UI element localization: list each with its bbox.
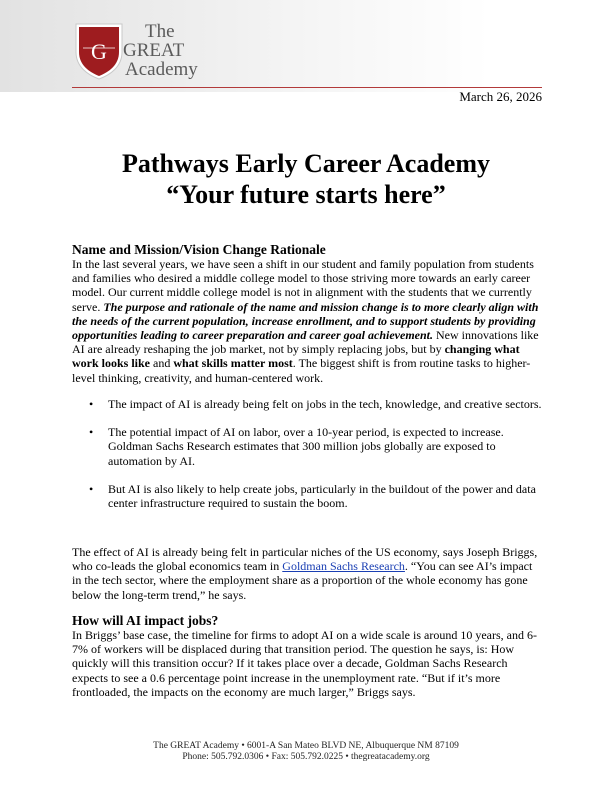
- section-heading-rationale: Name and Mission/Vision Change Rationale: [72, 242, 326, 257]
- document-tagline: “Your future starts here”: [166, 180, 446, 209]
- bullet-text: The potential impact of AI on labor, over a 10-year period, is expected to increase. Goldman Sachs Research estimates that 300 million jobs globally are exposed to automation by AI.: [108, 425, 504, 468]
- rationale-text: In the last several years, we have seen a shift in our student and family population from students and families who desired a middle college model to those striving more towards an early career model. Our current middle college model is not in alignment with the students that we currently serve.: [72, 257, 534, 314]
- bullet-text: The impact of AI is already being felt on jobs in the tech, knowledge, and creative sectors.: [108, 397, 542, 411]
- goldman-sachs-research-link[interactable]: Goldman Sachs Research: [282, 559, 405, 574]
- bullet-icon: •: [89, 481, 94, 496]
- list-item: [72, 482, 542, 510]
- section-rationale: [72, 242, 542, 385]
- brand-line-great: GREAT: [123, 40, 185, 61]
- ai-impact-bullets: [72, 397, 542, 524]
- rationale-continuation: New innovations like AI are already reshaping the job market, not by simply replacing jobs, but by: [72, 328, 539, 357]
- bullet-icon: •: [89, 397, 94, 411]
- rationale-bold-work: changing what work looks like: [72, 342, 520, 371]
- document-title: Pathways Early Career Academy: [121, 149, 491, 178]
- brand-line-the: The: [145, 21, 175, 42]
- rationale-end: . The biggest shift is from routine tasks to higher-level thinking, creativity, and human-centered work.: [72, 356, 531, 385]
- footer-address: The GREAT Academy • 6001-A San Mateo BLVD NE, Albuquerque NM 87109: [153, 741, 459, 751]
- rationale-emphasis: The purpose and rationale of the name and mission change is to more clearly align with the needs of the current population, increase enrollment, and to support students by providing opportunities leading to career preparation and career goal achievement.: [72, 299, 539, 343]
- footer-contact: Phone: 505.792.0306 • Fax: 505.792.0225 • thegreatacademy.org: [182, 752, 430, 762]
- header-divider: [72, 87, 542, 88]
- rationale-and: and: [153, 356, 171, 371]
- footer: [0, 741, 612, 763]
- briggs-text: The effect of AI is already being felt in particular niches of the US economy, says Joseph Briggs, who co-leads the global economics team in: [72, 545, 538, 574]
- economy-paragraph: [72, 545, 542, 602]
- section-heading-ai-impact: How will AI impact jobs?: [72, 613, 219, 628]
- briggs-quote: . “You can see AI’s impact in the tech sector, where the employment share as a proportion of the whole economy has gone below the long-term trend,” he says.: [72, 559, 533, 602]
- letter-date: March 26, 2026: [459, 89, 542, 104]
- list-item: [72, 425, 542, 468]
- rationale-bold-skills: what skills matter most: [173, 356, 293, 371]
- section-ai-impact: [72, 613, 542, 699]
- briggs-paragraph: [72, 545, 542, 602]
- letterhead: [0, 0, 612, 92]
- bullet-text: But AI is also likely to help create jobs, particularly in the buildout of the power and data center infrastructure required to sustain the boom.: [108, 481, 536, 511]
- list-item: [72, 397, 542, 411]
- rationale-paragraph: [72, 257, 542, 385]
- bullet-icon: •: [89, 425, 94, 440]
- brand-line-academy: Academy: [125, 59, 198, 80]
- bullet-list: [72, 397, 542, 510]
- brand-name: [123, 22, 198, 79]
- ai-impact-paragraph: In Briggs’ base case, the timeline for firms to adopt AI on a wide scale is around 10 years, and 6-7% of workers will be displaced during that transition period. The question he says, is: How quickly will this transition occur? If it takes place over a decade, Goldman Sachs Research expects to see a 0.6 percentage point increase in the unemployment rate. “But if it’s more frontloaded, the impacts on the economy are much larger,” Briggs says.: [72, 628, 537, 699]
- academy-crest-logo: [74, 22, 124, 80]
- crest-letter: G: [91, 39, 107, 64]
